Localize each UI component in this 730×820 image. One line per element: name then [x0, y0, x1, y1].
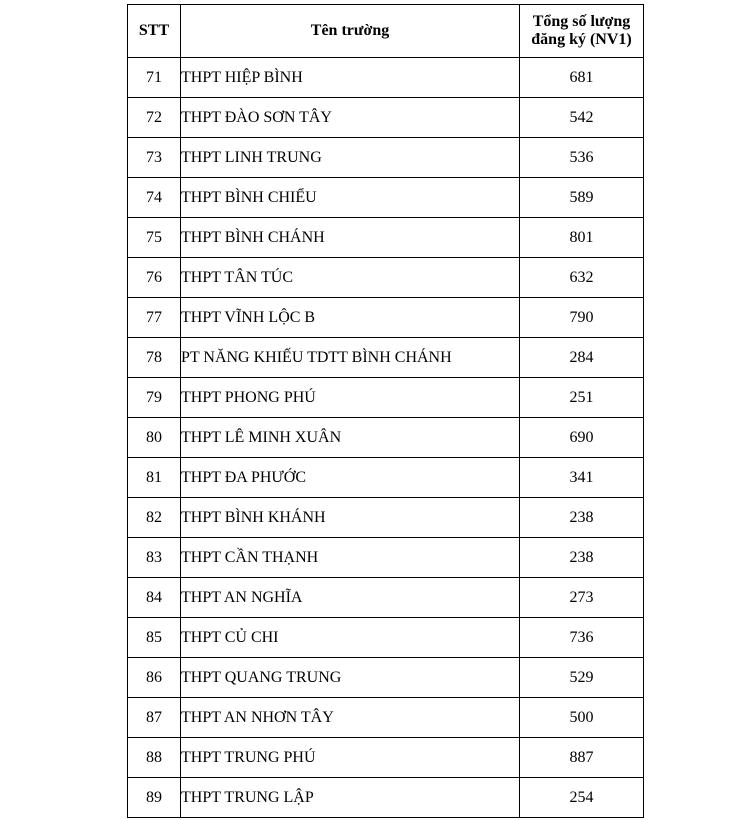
row-registration-count: 681: [520, 58, 644, 98]
table-row: [128, 178, 644, 218]
table-row: [128, 618, 644, 658]
table-row: [128, 378, 644, 418]
table-row: [128, 578, 644, 618]
row-stt: 82: [128, 498, 181, 538]
header-total-registrations: [520, 5, 644, 58]
row-stt: 88: [128, 738, 181, 778]
row-stt: 81: [128, 458, 181, 498]
table-row: [128, 738, 644, 778]
row-stt: 75: [128, 218, 181, 258]
row-registration-count: 529: [520, 658, 644, 698]
table-body: [128, 58, 644, 818]
row-stt: 84: [128, 578, 181, 618]
table-row: [128, 58, 644, 98]
table-row: [128, 138, 644, 178]
row-stt: 71: [128, 58, 181, 98]
row-registration-count: 887: [520, 738, 644, 778]
row-school-name: THPT LÊ MINH XUÂN: [181, 418, 520, 458]
row-stt: 72: [128, 98, 181, 138]
row-registration-count: 251: [520, 378, 644, 418]
header-total-line2: đăng ký (NV1): [531, 31, 632, 48]
row-school-name: THPT QUANG TRUNG: [181, 658, 520, 698]
registration-table: [127, 4, 644, 818]
row-school-name: THPT TRUNG PHÚ: [181, 738, 520, 778]
row-registration-count: 536: [520, 138, 644, 178]
row-school-name: THPT CẦN THẠNH: [181, 538, 520, 578]
row-school-name: THPT BÌNH CHÁNH: [181, 218, 520, 258]
table-row: [128, 218, 644, 258]
row-registration-count: 500: [520, 698, 644, 738]
row-registration-count: 790: [520, 298, 644, 338]
row-school-name: THPT ĐA PHƯỚC: [181, 458, 520, 498]
header-total-line1: Tổng số lượng: [532, 13, 631, 30]
table-row: [128, 338, 644, 378]
table-row: [128, 258, 644, 298]
table-row: [128, 538, 644, 578]
row-stt: 73: [128, 138, 181, 178]
row-registration-count: 238: [520, 498, 644, 538]
row-school-name: THPT BÌNH KHÁNH: [181, 498, 520, 538]
row-stt: 74: [128, 178, 181, 218]
row-stt: 85: [128, 618, 181, 658]
table-row: [128, 778, 644, 818]
row-school-name: THPT LINH TRUNG: [181, 138, 520, 178]
row-registration-count: 273: [520, 578, 644, 618]
header-stt: STT: [128, 5, 181, 58]
table-header-row: [128, 5, 644, 58]
table-row: [128, 458, 644, 498]
row-school-name: THPT ĐÀO SƠN TÂY: [181, 98, 520, 138]
row-stt: 78: [128, 338, 181, 378]
row-registration-count: 736: [520, 618, 644, 658]
row-registration-count: 801: [520, 218, 644, 258]
row-registration-count: 690: [520, 418, 644, 458]
row-registration-count: 341: [520, 458, 644, 498]
row-registration-count: 254: [520, 778, 644, 818]
row-registration-count: 238: [520, 538, 644, 578]
row-stt: 89: [128, 778, 181, 818]
row-school-name: THPT HIỆP BÌNH: [181, 58, 520, 98]
row-registration-count: 542: [520, 98, 644, 138]
row-school-name: THPT AN NGHĨA: [181, 578, 520, 618]
header-school-name: Tên trường: [181, 5, 520, 58]
row-school-name: THPT AN NHƠN TÂY: [181, 698, 520, 738]
row-registration-count: 589: [520, 178, 644, 218]
row-school-name: THPT CỦ CHI: [181, 618, 520, 658]
row-school-name: THPT TÂN TÚC: [181, 258, 520, 298]
row-stt: 76: [128, 258, 181, 298]
row-school-name: THPT VĨNH LỘC B: [181, 298, 520, 338]
table-row: [128, 98, 644, 138]
row-stt: 80: [128, 418, 181, 458]
row-school-name: THPT PHONG PHÚ: [181, 378, 520, 418]
table-row: [128, 498, 644, 538]
row-registration-count: 632: [520, 258, 644, 298]
row-school-name: THPT BÌNH CHIỂU: [181, 178, 520, 218]
table-row: [128, 298, 644, 338]
row-stt: 83: [128, 538, 181, 578]
row-registration-count: 284: [520, 338, 644, 378]
row-school-name: THPT TRUNG LẬP: [181, 778, 520, 818]
row-stt: 77: [128, 298, 181, 338]
table-row: [128, 698, 644, 738]
row-school-name: PT NĂNG KHIẾU TDTT BÌNH CHÁNH: [181, 338, 520, 378]
row-stt: 87: [128, 698, 181, 738]
table-row: [128, 658, 644, 698]
row-stt: 79: [128, 378, 181, 418]
table-row: [128, 418, 644, 458]
row-stt: 86: [128, 658, 181, 698]
